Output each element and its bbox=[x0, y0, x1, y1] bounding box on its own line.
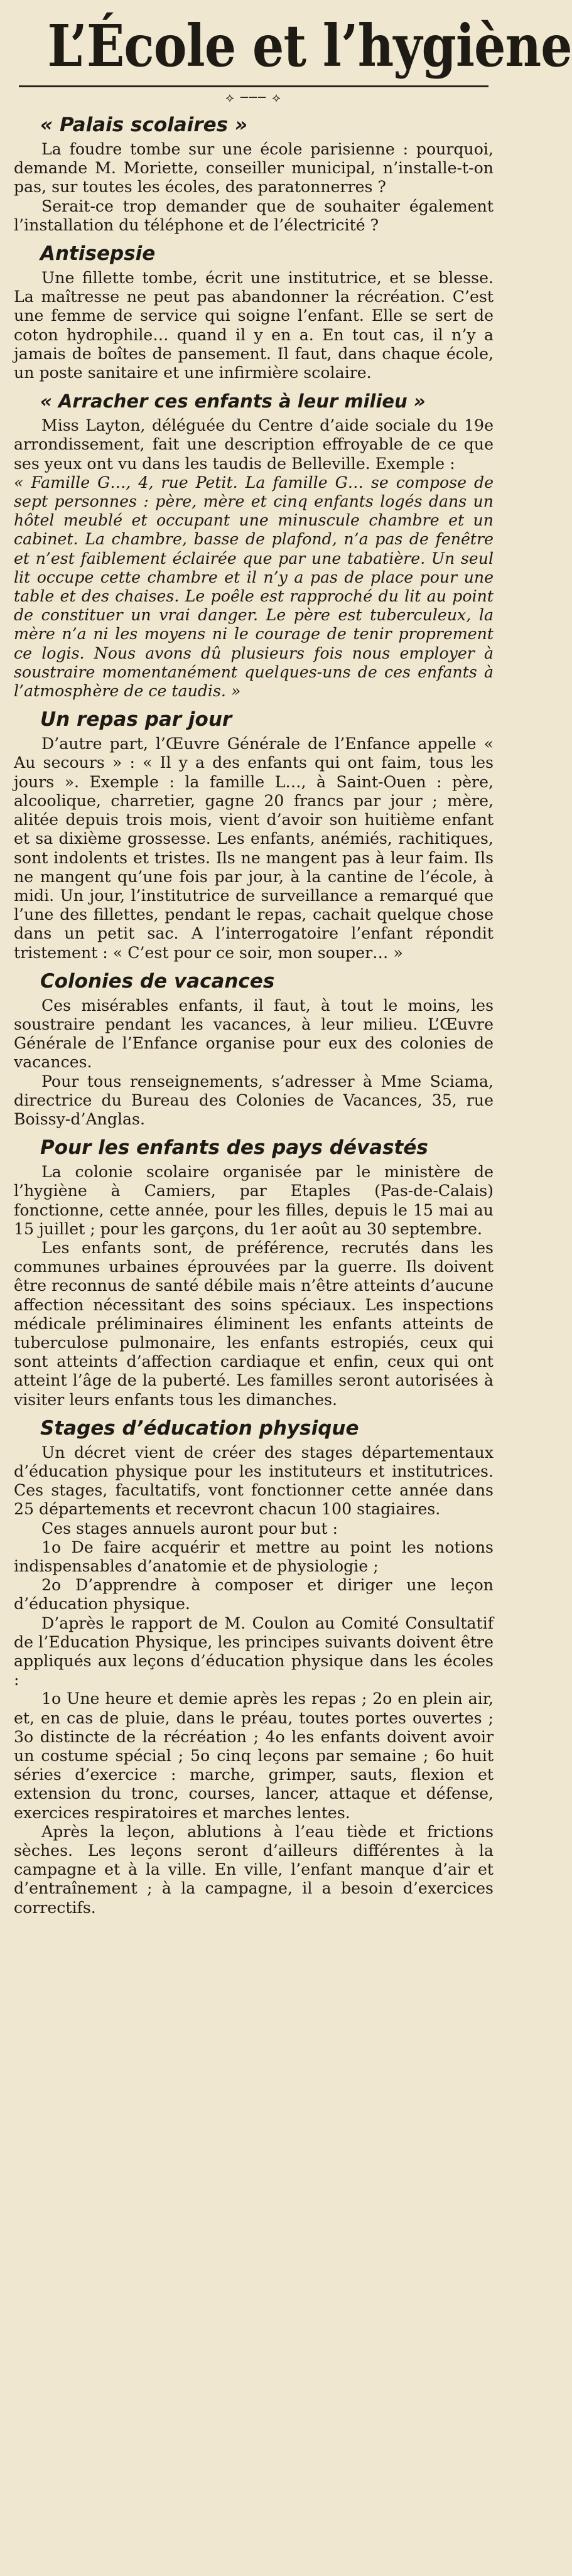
title-rule bbox=[19, 85, 488, 87]
paragraph: 2o D’apprendre à composer et diriger une leçon d’éducation physique. bbox=[14, 1576, 494, 1614]
section-repas-par-jour bbox=[14, 706, 494, 962]
paragraph: Après la leçon, ablutions à l’eau tiède et frictions sèches. Les leçons seront d’ailleurs différentes à la campagne et à la ville. En ville, l’enfant manque d’air et d’entraînement ; à la campagne, il a besoin d’exercices correctifs. bbox=[14, 1822, 494, 1917]
ornament-divider: ⟡ ─── ⟡ bbox=[225, 90, 282, 105]
masthead bbox=[14, 0, 572, 83]
section-pays-devastes bbox=[14, 1134, 494, 1409]
paragraph: La foudre tombe sur une école parisienne : pourquoi, demande M. Moriette, conseiller municipal, n’installe-t-on pas, sur toutes les écoles, des paratonnerres ? bbox=[14, 140, 494, 197]
paragraph: 1o Une heure et demie après les repas ; 2o en plein air, et, en cas de pluie, dans le préau, toutes portes ouvertes ; 3o distincte de la récréation ; 4o les enfants doivent avoir un costume spécial ; 5o cinq leçons par semaine ; 6o huit séries d’exercice : marche, grimper, sauts, flexion et extension du tronc, courses, lancer, attaque et défense, exercices respiratoires et marches lentes. bbox=[14, 1689, 494, 1822]
paragraph: Pour tous renseignements, s’adresser à Mme Sciama, directrice du Bureau des Colonies de Vacances, 35, rue Boissy-d’Anglas. bbox=[14, 1072, 494, 1128]
section-palais-scolaires bbox=[14, 111, 494, 235]
section-colonies-vacances bbox=[14, 967, 494, 1129]
section-heading: Pour les enfants des pays dévastés bbox=[40, 1136, 428, 1160]
paragraph: Serait-ce trop demander que de souhaiter également l’installation du téléphone et de l’électricité ? bbox=[14, 197, 494, 234]
paragraph: Miss Layton, déléguée du Centre d’aide sociale du 19e arrondissement, fait une description effroyable de ce que ses yeux ont vu dans les taudis de Belleville. Exemple : bbox=[14, 416, 494, 473]
paragraph: Les enfants sont, de préférence, recrutés dans les communes urbaines éprouvées par la guerre. Ils doivent être reconnus de santé débile mais n’être atteints d’aucune affection nécessitant des soins spéciaux. Les inspections médicale préliminaires éliminent les enfants atteints de tuberculose pulmonaire, les enfants estropiés, ceux qui sont atteints d’affection cardiaque et enfin, ceux qui ont atteint l’âge de la puberté. Les familles seront autorisées à visiter leurs enfants tous les dimanches. bbox=[14, 1238, 494, 1409]
paragraph: Un décret vient de créer des stages départementaux d’éducation physique pour les instituteurs et institutrices. Ces stages, facultatifs, vont fonctionner cette année dans 25 départements et recevront chacun 100 stagiaires. bbox=[14, 1443, 494, 1519]
paragraph: D’autre part, l’Œuvre Générale de l’Enfance appelle « Au secours » : « Il y a des enfants qui ont faim, tous les jours ». Exemple : la famille L…, à Saint-Ouen : père, alcoolique, charretier, gagne 20 francs par jour ; mère, alitée depuis trois mois, vient d’avoir son huitième enfant et sa dixième grossesse. Les enfants, anémiés, rachitiques, sont indolents et tristes. Ils ne mangent pas à leur faim. Ils ne mangent qu’une fois par jour, à la cantine de l’école, à midi. Un jour, l’institutrice de surveillance a remarqué que l’une des fillettes, pendant le repas, cachait quelque chose dans un petit sac. A l’interrogatoire l’enfant répondit tristement : « C’est pour ce soir, mon souper… » bbox=[14, 735, 494, 962]
paragraph: Ces misérables enfants, il faut, à tout le moins, les soustraire pendant les vacances, à leur milieu. L’Œuvre Générale de l’Enfance organise pour eux des colonies de vacances. bbox=[14, 996, 494, 1072]
section-heading: Antisepsie bbox=[40, 242, 156, 266]
section-heading: Un repas par jour bbox=[40, 708, 232, 731]
section-arracher-enfants bbox=[14, 387, 494, 701]
section-heading: « Palais scolaires » bbox=[40, 114, 248, 136]
section-education-physique bbox=[14, 1415, 494, 1917]
paragraph: D’après le rapport de M. Coulon au Comité Consultatif de l’Education Physique, les principes suivants doivent être appliqués aux leçons d’éducation physique dans les écoles : bbox=[14, 1614, 494, 1689]
paragraph: Une fillette tombe, écrit une institutrice, et se blesse. La maîtresse ne peut pas abandonner la récréation. C’est une femme de service qui soigne l’enfant. Elle se sert de coton hydrophile… quand il y en a. En tout cas, il n’y a jamais de boîtes de pansement. Il faut, dans chaque école, un poste sanitaire et une infirmière scolaire. bbox=[14, 269, 494, 382]
page-title: L’École et l’hygiène bbox=[47, 12, 572, 80]
section-heading: « Arracher ces enfants à leur milieu » bbox=[40, 391, 426, 412]
section-heading: Colonies de vacances bbox=[40, 969, 275, 993]
section-heading: Stages d’éducation physique bbox=[40, 1416, 359, 1440]
quote-paragraph: « Famille G…, 4, rue Petit. La famille G… se compose de sept personnes : père, mère et cinq enfants logés dans un hôtel meublé et occupant une minuscule chambre et un cabinet. La chambre, basse de plafond, n’a pas de fenêtre et n’est faiblement éclairée que par une tabatière. Un seul lit occupe cette chambre et il n’y a pas de place pour une table et des chaises. Le poêle est rapproché du lit au point de constituer un vrai danger. Le père est tuberculeux, la mère n’a ni les moyens ni le courage de tenir proprement ce logis. Nous avons dû plusieurs fois nous employer à soustraire momentanément quelques-uns de ces enfants à l’atmosphère de ce taudis. » bbox=[14, 473, 494, 701]
paragraph: 1o De faire acquérir et mettre au point les notions indispensables d’anatomie et de physiologie ; bbox=[14, 1538, 494, 1575]
section-antisepsie bbox=[14, 240, 494, 382]
paragraph: Ces stages annuels auront pour but : bbox=[41, 1519, 338, 1538]
paragraph: La colonie scolaire organisée par le ministère de l’hygiène à Camiers, par Etaples (Pas-de-Calais) fonctionne, cette année, pour les filles, depuis le 15 mai au 15 juillet ; pour les garçons, du 1er août au 30 septembre. bbox=[14, 1163, 494, 1238]
